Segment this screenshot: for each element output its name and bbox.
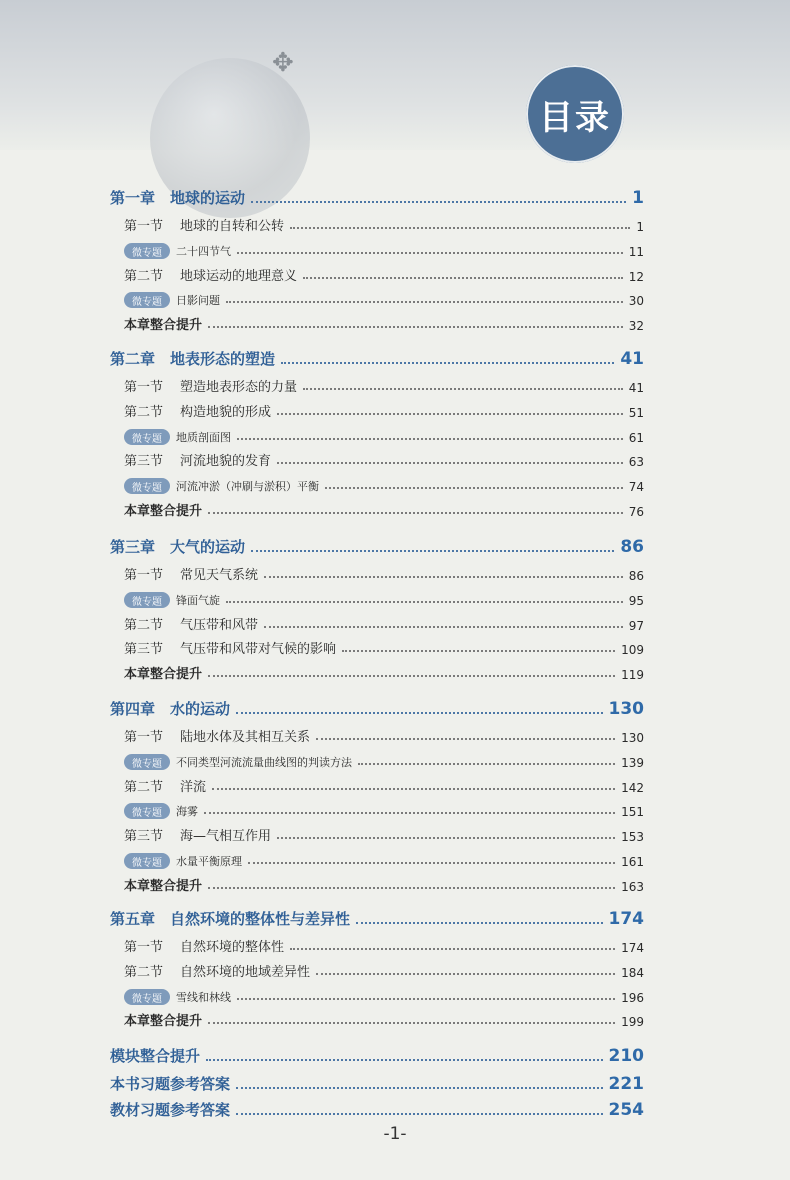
chapter-summary-entry[interactable] — [124, 660, 644, 682]
leader-dots — [237, 438, 623, 440]
module-title: 模块整合提升 — [110, 1047, 201, 1065]
chapter-page: 174 — [608, 909, 644, 929]
micro-topic-page: 139 — [621, 756, 644, 770]
leader-dots — [316, 738, 615, 740]
section-number: 第三节 — [124, 829, 164, 844]
section-title: 河流地貌的发育 — [180, 454, 272, 469]
section-page: 86 — [628, 569, 644, 583]
section-page: 1 — [636, 220, 644, 234]
section-number: 第一节 — [124, 568, 164, 583]
leader-dots — [277, 462, 623, 464]
section-entry[interactable] — [124, 398, 644, 420]
section-entry[interactable] — [124, 723, 644, 745]
section-number: 第三节 — [124, 454, 164, 469]
leader-dots — [303, 277, 623, 279]
section-title: 地球的自转和公转 — [180, 219, 285, 234]
chapter-summary-entry[interactable] — [124, 311, 644, 333]
module-page: 210 — [608, 1046, 644, 1066]
leader-dots — [236, 1113, 602, 1115]
micro-topic-page: 61 — [628, 431, 644, 445]
section-title: 自然环境的整体性 — [180, 940, 285, 955]
micro-topic-entry[interactable] — [124, 847, 644, 869]
chapter-page: 1 — [632, 188, 644, 208]
section-title: 构造地貌的形成 — [180, 405, 272, 420]
module-entry[interactable] — [110, 1068, 644, 1094]
leader-dots — [251, 201, 626, 203]
section-entry[interactable] — [124, 262, 644, 284]
section-page: 63 — [628, 455, 644, 469]
section-entry[interactable] — [124, 773, 644, 795]
leader-dots — [264, 626, 623, 628]
page-title: 目录 — [526, 65, 624, 163]
leader-dots — [277, 413, 623, 415]
page-number: -1- — [383, 1124, 407, 1144]
section-entry[interactable] — [124, 933, 644, 955]
section-entry[interactable] — [124, 373, 644, 395]
module-title: 本书习题参考答案 — [110, 1075, 231, 1093]
section-title: 气压带和风带对气候的影响 — [180, 642, 337, 657]
leader-dots — [226, 301, 623, 303]
chapter-title: 第二章 地表形态的塑造 — [110, 350, 276, 368]
micro-topic-page: 11 — [628, 245, 644, 259]
leader-dots — [208, 887, 615, 889]
leader-dots — [248, 862, 615, 864]
section-entry[interactable] — [124, 561, 644, 583]
micro-topic-title: 不同类型河流流量曲线图的判读方法 — [176, 756, 352, 769]
section-page: 12 — [628, 270, 644, 284]
section-entry[interactable] — [124, 447, 644, 469]
section-page: 51 — [628, 406, 644, 420]
leader-dots — [204, 812, 615, 814]
micro-topic-badge: 微专题 — [124, 853, 170, 869]
section-number: 第二节 — [124, 780, 164, 795]
chapter-entry[interactable] — [110, 531, 644, 557]
chapter-title: 第四章 水的运动 — [110, 700, 231, 718]
leader-dots — [236, 712, 602, 714]
leader-dots — [356, 922, 602, 924]
leader-dots — [342, 650, 615, 652]
summary-title: 本章整合提升 — [124, 1014, 203, 1029]
section-number: 第一节 — [124, 730, 164, 745]
section-title: 常见天气系统 — [180, 568, 259, 583]
micro-topic-badge: 微专题 — [124, 989, 170, 1005]
leader-dots — [358, 763, 615, 765]
section-number: 第一节 — [124, 219, 164, 234]
section-entry[interactable] — [124, 635, 644, 657]
satellite-icon: ✥ — [272, 48, 294, 78]
micro-topic-badge: 微专题 — [124, 592, 170, 608]
micro-topic-title: 二十四节气 — [176, 245, 231, 258]
micro-topic-page: 30 — [628, 294, 644, 308]
section-title: 地球运动的地理意义 — [180, 269, 298, 284]
section-page: 130 — [621, 731, 644, 745]
section-page: 153 — [621, 830, 644, 844]
module-page: 221 — [608, 1074, 644, 1094]
leader-dots — [237, 252, 623, 254]
micro-topic-entry[interactable] — [124, 286, 644, 308]
micro-topic-entry[interactable] — [124, 423, 644, 445]
section-number: 第一节 — [124, 940, 164, 955]
chapter-summary-entry[interactable] — [124, 872, 644, 894]
chapter-entry[interactable] — [110, 182, 644, 208]
micro-topic-entry[interactable] — [124, 797, 644, 819]
leader-dots — [264, 576, 623, 578]
micro-topic-entry[interactable] — [124, 237, 644, 259]
module-entry[interactable] — [110, 1094, 644, 1120]
micro-topic-badge: 微专题 — [124, 478, 170, 494]
chapter-summary-entry[interactable] — [124, 497, 644, 519]
module-entry[interactable] — [110, 1040, 644, 1066]
leader-dots — [237, 998, 615, 1000]
section-number: 第三节 — [124, 642, 164, 657]
micro-topic-title: 锋面气旋 — [176, 594, 220, 607]
section-title: 洋流 — [180, 780, 207, 795]
micro-topic-title: 河流冲淤（冲刷与淤积）平衡 — [176, 480, 319, 493]
micro-topic-badge: 微专题 — [124, 429, 170, 445]
chapter-entry[interactable] — [110, 903, 644, 929]
summary-page: 32 — [628, 319, 644, 333]
micro-topic-page: 74 — [628, 480, 644, 494]
leader-dots — [212, 788, 615, 790]
section-page: 174 — [621, 941, 644, 955]
leader-dots — [290, 227, 630, 229]
micro-topic-badge: 微专题 — [124, 754, 170, 770]
section-title: 海—气相互作用 — [180, 829, 272, 844]
chapter-page: 130 — [608, 699, 644, 719]
section-number: 第二节 — [124, 965, 164, 980]
module-page: 254 — [608, 1100, 644, 1120]
micro-topic-title: 地质剖面图 — [176, 431, 231, 444]
micro-topic-badge: 微专题 — [124, 803, 170, 819]
section-title: 自然环境的地域差异性 — [180, 965, 311, 980]
section-title: 陆地水体及其相互关系 — [180, 730, 311, 745]
micro-topic-title: 雪线和林线 — [176, 991, 231, 1004]
section-page: 97 — [628, 619, 644, 633]
leader-dots — [251, 550, 614, 552]
chapter-entry[interactable] — [110, 693, 644, 719]
section-number: 第二节 — [124, 405, 164, 420]
summary-page: 199 — [621, 1015, 644, 1029]
micro-topic-badge: 微专题 — [124, 243, 170, 259]
leader-dots — [325, 487, 623, 489]
leader-dots — [208, 1022, 615, 1024]
micro-topic-page: 95 — [628, 594, 644, 608]
chapter-page: 86 — [620, 537, 644, 557]
section-number: 第二节 — [124, 618, 164, 633]
micro-topic-page: 151 — [621, 805, 644, 819]
summary-page: 119 — [621, 668, 644, 682]
micro-topic-badge: 微专题 — [124, 292, 170, 308]
section-page: 109 — [621, 643, 644, 657]
micro-topic-entry[interactable] — [124, 983, 644, 1005]
leader-dots — [277, 837, 615, 839]
summary-page: 163 — [621, 880, 644, 894]
chapter-title: 第五章 自然环境的整体性与差异性 — [110, 910, 351, 928]
micro-topic-title: 水量平衡原理 — [176, 855, 242, 868]
chapter-title: 第三章 大气的运动 — [110, 538, 246, 556]
section-page: 142 — [621, 781, 644, 795]
leader-dots — [226, 601, 623, 603]
section-entry[interactable] — [124, 212, 644, 234]
micro-topic-entry[interactable] — [124, 748, 644, 770]
leader-dots — [281, 362, 614, 364]
section-number: 第一节 — [124, 380, 164, 395]
summary-title: 本章整合提升 — [124, 879, 203, 894]
section-page: 184 — [621, 966, 644, 980]
micro-topic-title: 海雾 — [176, 805, 198, 818]
section-title: 气压带和风带 — [180, 618, 259, 633]
section-number: 第二节 — [124, 269, 164, 284]
micro-topic-entry[interactable] — [124, 586, 644, 608]
section-entry[interactable] — [124, 958, 644, 980]
leader-dots — [208, 675, 615, 677]
section-entry[interactable] — [124, 611, 644, 633]
section-entry[interactable] — [124, 822, 644, 844]
module-title: 教材习题参考答案 — [110, 1101, 231, 1119]
summary-page: 76 — [628, 505, 644, 519]
leader-dots — [236, 1087, 602, 1089]
chapter-page: 41 — [620, 349, 644, 369]
leader-dots — [316, 973, 615, 975]
leader-dots — [206, 1059, 602, 1061]
leader-dots — [290, 948, 615, 950]
summary-title: 本章整合提升 — [124, 318, 203, 333]
leader-dots — [303, 388, 623, 390]
micro-topic-page: 161 — [621, 855, 644, 869]
micro-topic-title: 日影问题 — [176, 294, 220, 307]
section-title: 塑造地表形态的力量 — [180, 380, 298, 395]
micro-topic-page: 196 — [621, 991, 644, 1005]
summary-title: 本章整合提升 — [124, 667, 203, 682]
chapter-entry[interactable] — [110, 343, 644, 369]
micro-topic-entry[interactable] — [124, 472, 644, 494]
section-page: 41 — [628, 381, 644, 395]
chapter-summary-entry[interactable] — [124, 1007, 644, 1029]
leader-dots — [208, 512, 623, 514]
leader-dots — [208, 326, 623, 328]
summary-title: 本章整合提升 — [124, 504, 203, 519]
chapter-title: 第一章 地球的运动 — [110, 189, 246, 207]
